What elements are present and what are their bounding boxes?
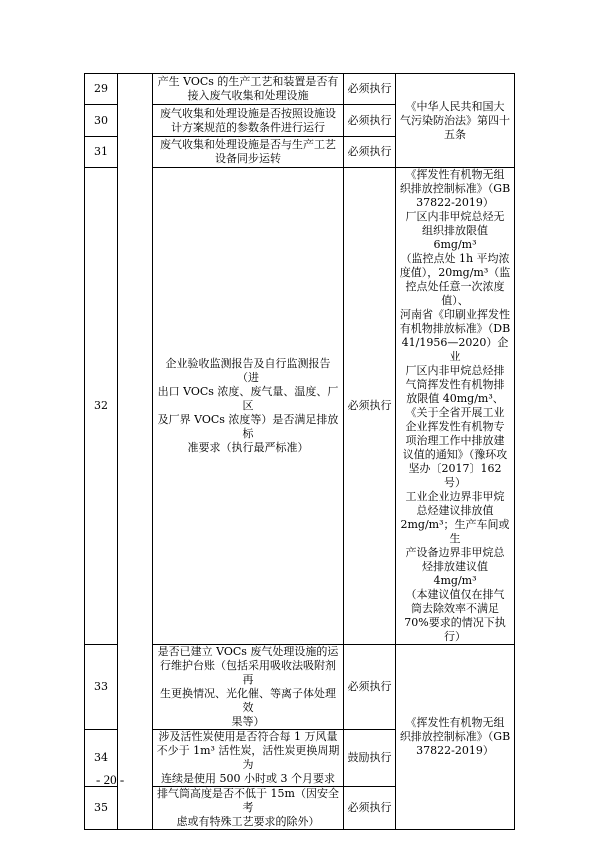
legal-basis: 《挥发性有机物无组 织排放控制标准》（GB 37822-2019） [396, 645, 515, 830]
legal-basis: 《挥发性有机物无组 织排放控制标准》（GB 37822-2019） 厂区内非甲烷总烃无 组织排放限值 6mg/m³ （监控点处 1h 平均浓 度值），20mg/m³（监 控点处任意一次浓度 值）、 河南省《印刷业挥发性 有机物排放标准》（DB 41/1956—2020）企业 厂区内非甲烷总烃排 气筒挥发性有机物排 放限值 40mg/m³、 《关于全省开展工业 企业挥发性有机物专 项治理工作中排放建 议值的通知》（豫环攻 坚办〔2017〕162 号） 工业企业边界非甲烷 总烃建议排放值 2mg/m³；生产车间或生 产设备边界非甲烷总 烃排放建议值 4mg/m³ （本建议值仅在排气 筒去除效率不满足 70%要求的情况下执 行） [396, 168, 515, 645]
row-number: 32 [85, 168, 118, 645]
check-item: 废气收集和处理设施是否按照设施设 计方案规范的参数条件进行运行 [153, 105, 344, 137]
category-cell [118, 74, 153, 830]
table-row [85, 74, 515, 105]
row-number: 33 [85, 645, 118, 730]
row-number: 31 [85, 137, 118, 168]
page-number: - 20 - [96, 772, 125, 787]
check-item: 企业验收监测报告及自行监测报告（进 出口 VOCs 浓度、废气量、温度、厂区 及厂界 VOCs 浓度等）是否满足排放标 准要求（执行最严标准） [153, 168, 344, 645]
requirement-level: 鼓励执行 [344, 730, 396, 787]
row-number: 35 [85, 787, 118, 830]
row-number: 30 [85, 105, 118, 137]
requirement-level: 必须执行 [344, 168, 396, 645]
requirement-level: 必须执行 [344, 645, 396, 730]
check-item: 是否已建立 VOCs 废气处理设施的运 行维护台账（包括采用吸收法吸附剂再 生更换情况、光化催、等离子体处理效 果等） [153, 645, 344, 730]
requirements-table [84, 73, 515, 830]
check-item: 排气筒高度是否不低于 15m（因安全考 虑或有特殊工艺要求的除外） [153, 787, 344, 830]
row-number: 29 [85, 74, 118, 105]
requirement-level: 必须执行 [344, 105, 396, 137]
check-item: 废气收集和处理设施是否与生产工艺 设备同步运转 [153, 137, 344, 168]
row-number: 34 [85, 730, 118, 787]
legal-basis: 《中华人民共和国大 气污染防治法》第四十 五条 [396, 74, 515, 168]
check-item: 产生 VOCs 的生产工艺和装置是否有 接入废气收集和处理设施 [153, 74, 344, 105]
check-item: 涉及活性炭使用是否符合每 1 万风量 不少于 1m³ 活性炭，活性炭更换周期为 连续是使用 500 小时或 3 个月要求 [153, 730, 344, 787]
requirement-level: 必须执行 [344, 74, 396, 105]
requirement-level: 必须执行 [344, 787, 396, 830]
requirement-level: 必须执行 [344, 137, 396, 168]
